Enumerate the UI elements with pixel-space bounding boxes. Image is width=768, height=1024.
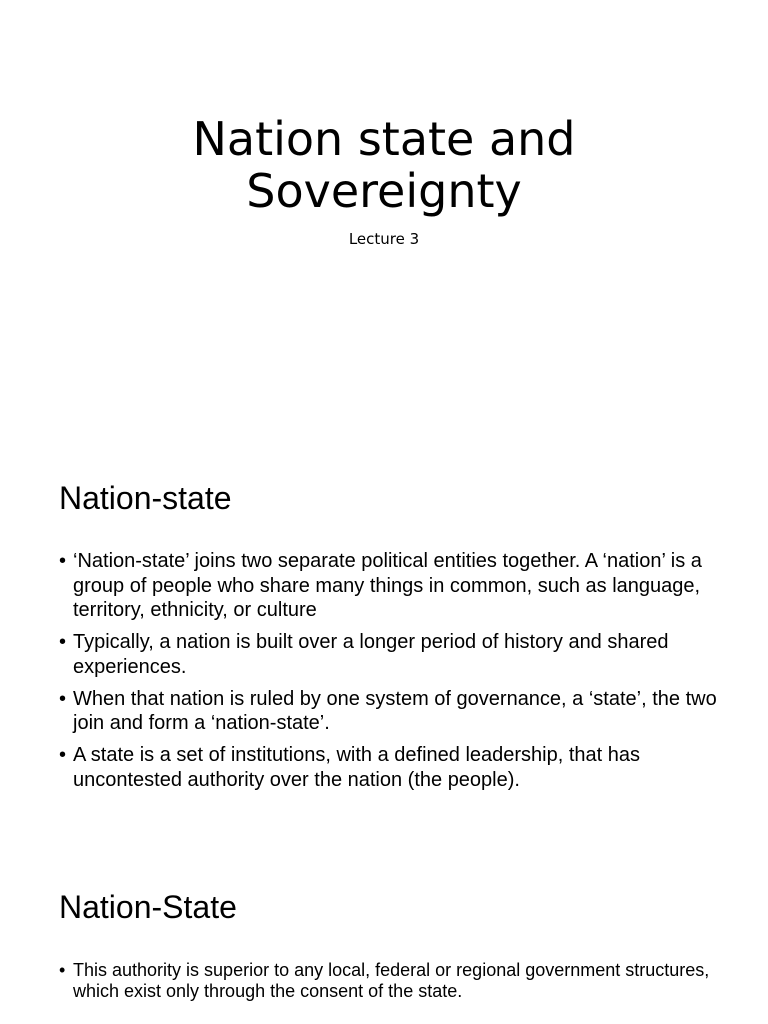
slide-heading: Nation-state [59,480,232,516]
title-slide [0,0,768,288]
slide-subtitle: Lecture 3 [348,230,420,248]
slide-title [0,113,768,217]
bullet-item: • A state is a set of institutions, with a defined leadership, that has uncontested authority over the nation (the people). [59,743,719,792]
slide-title-line-2: Sovereignty [246,164,522,218]
bullet-item: • ‘Nation-state’ joins two separate political entities together. A ‘nation’ is a group of people who share many things in common, such as language, territory, ethnicity, or culture [59,549,719,623]
slide-heading: Nation-State [59,889,237,925]
bullet-list [59,960,739,1010]
content-slide-nation-state [0,468,768,888]
bullet-item: • When that nation is ruled by one system of governance, a ‘state’, the two join and form a ‘nation-state’. [59,687,719,736]
bullet-list [59,549,719,800]
slide-title-line-1: Nation state and [192,112,576,166]
bullet-item: • This authority is superior to any local, federal or regional government structures, which exist only through the consent of the state. [59,960,739,1002]
bullet-item: • Typically, a nation is built over a longer period of history and shared experiences. [59,630,719,679]
content-slide-nation-state-2 [0,888,768,1024]
slide-gap [0,288,768,468]
